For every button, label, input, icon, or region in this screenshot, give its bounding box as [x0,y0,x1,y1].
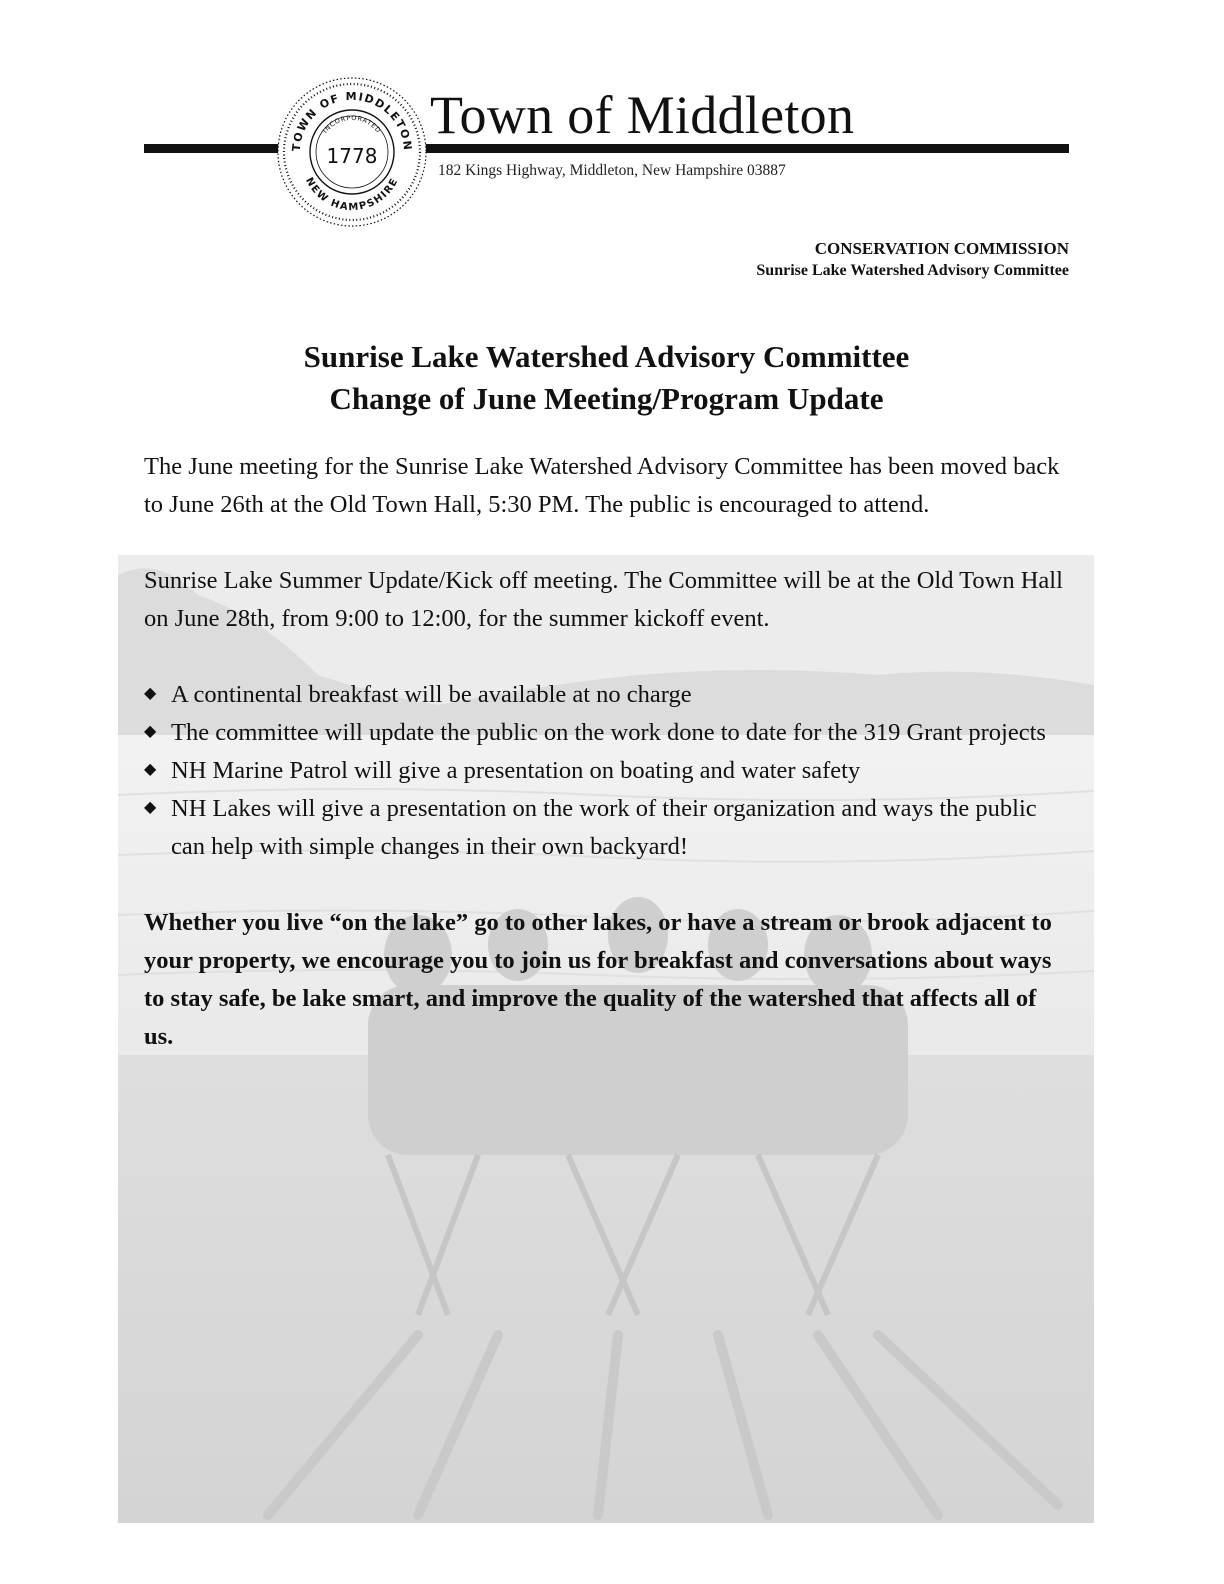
list-item-text: NH Marine Patrol will give a presentation on boating and water safety [171,757,861,784]
diamond-bullet-icon: ◆ [144,685,157,702]
diamond-bullet-icon: ◆ [144,799,157,816]
seal-inner-text: INCORPORATED [321,113,383,135]
diamond-bullet-icon: ◆ [144,761,157,778]
town-address: 182 Kings Highway, Middleton, New Hampshire 03887 [438,162,786,179]
committee-name: Sunrise Lake Watershed Advisory Committee [756,262,1069,279]
department-block [756,238,1069,282]
paragraph-june-meeting: The June meeting for the Sunrise Lake Watershed Advisory Committee has been moved back to June 26th at the Old Town Hall, 5:30 PM. The public is encouraged to attend. [144,453,1060,518]
list-item-text: A continental breakfast will be available at no charge [171,681,692,708]
document-title-line2: Change of June Meeting/Program Update [329,381,884,416]
paragraph-summer-kickoff: Sunrise Lake Summer Update/Kick off meeting. The Committee will be at the Old Town Hall on June 28th, from 9:00 to 12:00, for the summer kickoff event. [144,567,1063,632]
list-item [144,790,1074,866]
document-body [144,448,1074,1094]
list-item-text: The committee will update the public on the work done to date for the 319 Grant projects [171,719,1046,746]
header-rule-left [144,144,284,153]
seal-bottom-text: NEW HAMPSHIRE [303,175,401,214]
town-title: Town of Middleton [430,85,855,145]
event-bullet-list [144,676,1074,866]
seal-year: 1778 [326,144,378,168]
department-name: CONSERVATION COMMISSION [814,239,1069,258]
diamond-bullet-icon: ◆ [144,723,157,740]
document-title-line1: Sunrise Lake Watershed Advisory Committee [303,339,910,374]
list-item-text: NH Lakes will give a presentation on the work of their organization and ways the public can help with simple changes in their own backyard! [171,795,1037,860]
seal-top-text: TOWN OF MIDDLETON [289,89,415,152]
document-title [144,336,1069,420]
town-seal-icon [272,72,432,232]
list-item [144,714,1074,752]
closing-paragraph: Whether you live “on the lake” go to other lakes, or have a stream or brook adjacent to your property, we encourage you to join us for breakfast and conversations about ways to stay safe, be lake smart, and improve the quality of the watershed that affects all of us. [144,909,1052,1050]
list-item [144,752,1074,790]
list-item [144,676,1074,714]
